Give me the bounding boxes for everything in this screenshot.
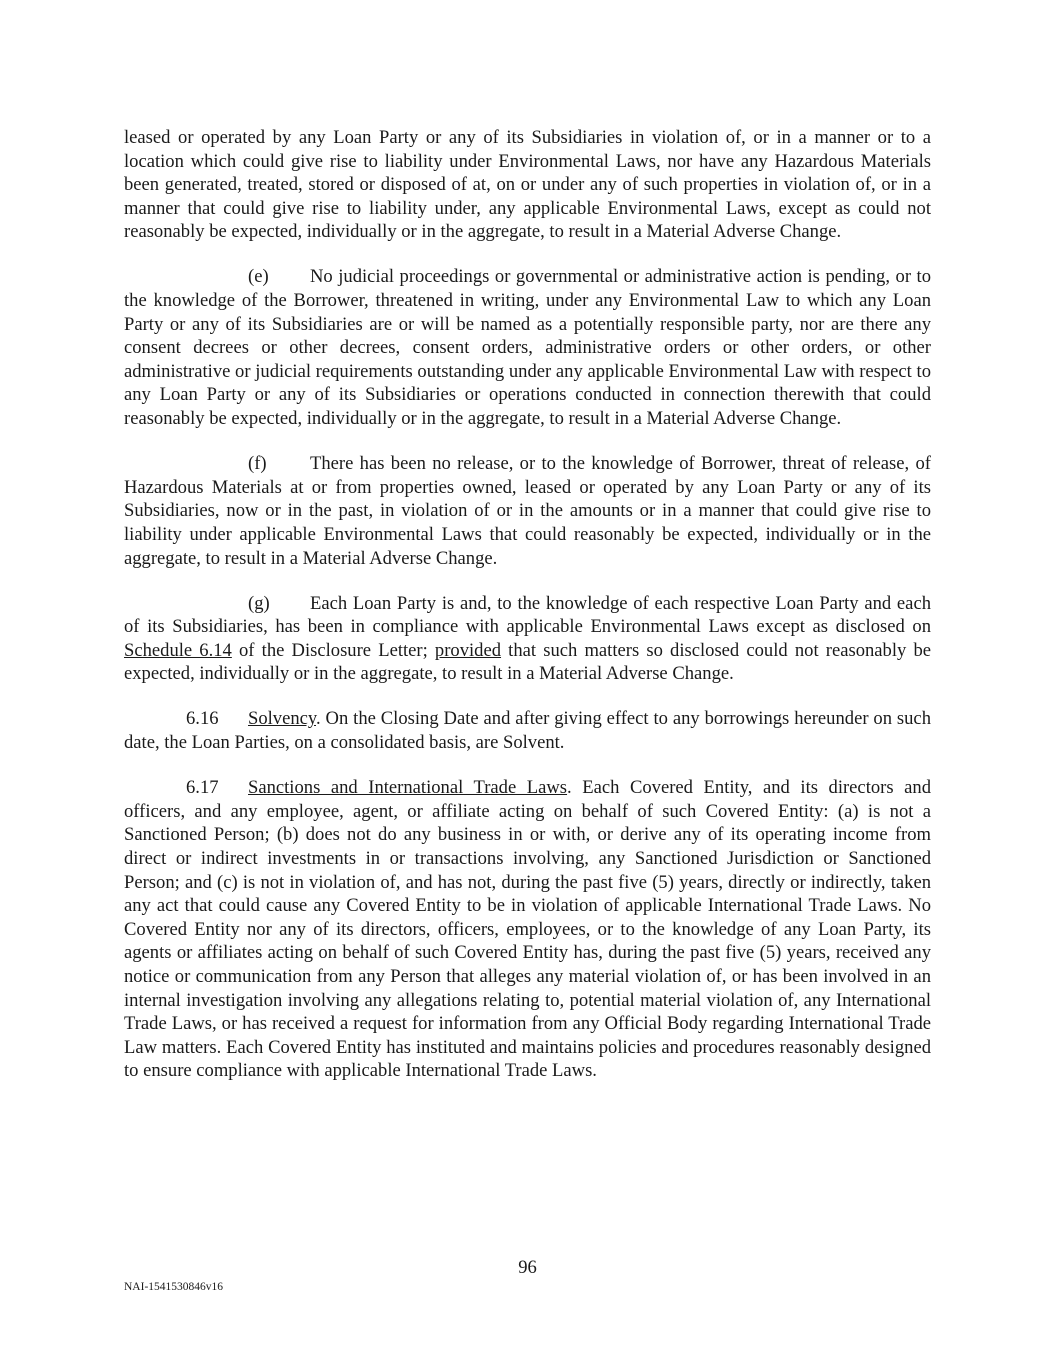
schedule-reference: Schedule 6.14	[124, 639, 232, 661]
document-id: NAI-1541530846v16	[124, 1281, 224, 1293]
section-6-17-heading: Sanctions and International Trade Laws	[248, 777, 568, 799]
provided-term: provided	[434, 639, 502, 661]
section-6-16-heading: Solvency	[248, 708, 316, 730]
section-6-17	[124, 776, 931, 1083]
paragraph-f-text: There has been no release, or to the knowledge of Borrower, threat of release, of Hazardous Materials at or from properties owned, leased or operated by any Loan Party or any of its Subsidiaries, now or in the past, in violation of or in the amounts or in a manner that could give rise to liability under applicable Environmental Laws that could reasonably be expected, individually or in the aggregate, to result in a Material Adverse Change.	[124, 453, 931, 569]
paragraph-e-text: No judicial proceedings or governmental or administrative action is pending, or to the knowledge of the Borrower, threatened in writing, under any Environmental Law to which any Loan Party or any of its Subsidiaries are or will be named as a potentially responsible party, nor are there any consent decrees or other decrees, consent orders, administrative orders or other orders, or other administrative or judicial requirements outstanding under any applicable Environmental Law with respect to any Loan Party or any of its Subsidiaries or operations conducted in connection therewith that could reasonably be expected, individually or in the aggregate, to result in a Material Adverse Change.	[124, 266, 931, 430]
paragraph-g-text-3: that such matters so disclosed could not reasonably be expected, individually or in the aggregate, to result in a Material Adverse Change.	[124, 639, 932, 685]
paragraph-f-label: (f)	[248, 453, 267, 475]
continued-paragraph: leased or operated by any Loan Party or any of its Subsidiaries in violation of, or in a manner or to a location which could give rise to liability under Environmental Laws, nor have any Hazardous Materials been generated, treated, stored or disposed of at, on or under any of such properties in violation of, or in a manner that could give rise to liability under, any applicable Environmental Laws, except as could not reasonably be expected, individually or in the aggregate, to result in a Material Adverse Change.	[124, 127, 931, 243]
paragraph-g-text-2: of the Disclosure Letter;	[231, 639, 435, 661]
section-6-16-text: . On the Closing Date and after giving effect to any borrowings hereunder on such date, the Loan Parties, on a consolidated basis, are Solvent.	[124, 708, 931, 754]
paragraph-g	[124, 592, 931, 686]
page-number: 96	[518, 1257, 537, 1278]
paragraph-e	[124, 265, 931, 430]
section-6-17-number: 6.17	[186, 777, 219, 799]
document-body	[124, 126, 931, 1104]
paragraph-e-label: (e)	[248, 266, 269, 288]
section-6-16-number: 6.16	[186, 708, 219, 730]
paragraph-g-text-1: Each Loan Party is and, to the knowledge of each respective Loan Party and each of its Subsidiaries, has been in compliance with applicable Environmental Laws except as disclosed on	[124, 592, 931, 638]
section-6-17-text: . Each Covered Entity, and its directors and officers, and any employee, agent, or affiliate acting on behalf of such Covered Entity: (a) is not a Sanctioned Person; (b) does not do any business in or with, or derive any of its operating income from direct or indirect investments in or transactions involving, any Sanctioned Jurisdiction or Sanctioned Person; and (c) is not in violation of, and has not, during the past five (5) years, directly or indirectly, taken any act that could cause any Covered Entity to be in violation of applicable International Trade Laws. No Covered Entity nor any of its directors, officers, employees, or to the knowledge of any Loan Party, its agents or affiliates acting on behalf of such Covered Entity has, during the past five (5) years, received any notice or communication from any Person that alleges any material violation of, or has been involved in an internal investigation involving any allegations relating to, potential material violation of, any International Trade Laws, or has received a request for information from any Official Body regarding International Trade Law matters. Each Covered Entity has instituted and maintains policies and procedures reasonably designed to ensure compliance with applicable International Trade Laws.	[124, 777, 931, 1082]
section-6-16	[124, 707, 931, 754]
paragraph-f	[124, 452, 931, 570]
paragraph-g-label: (g)	[248, 592, 270, 614]
